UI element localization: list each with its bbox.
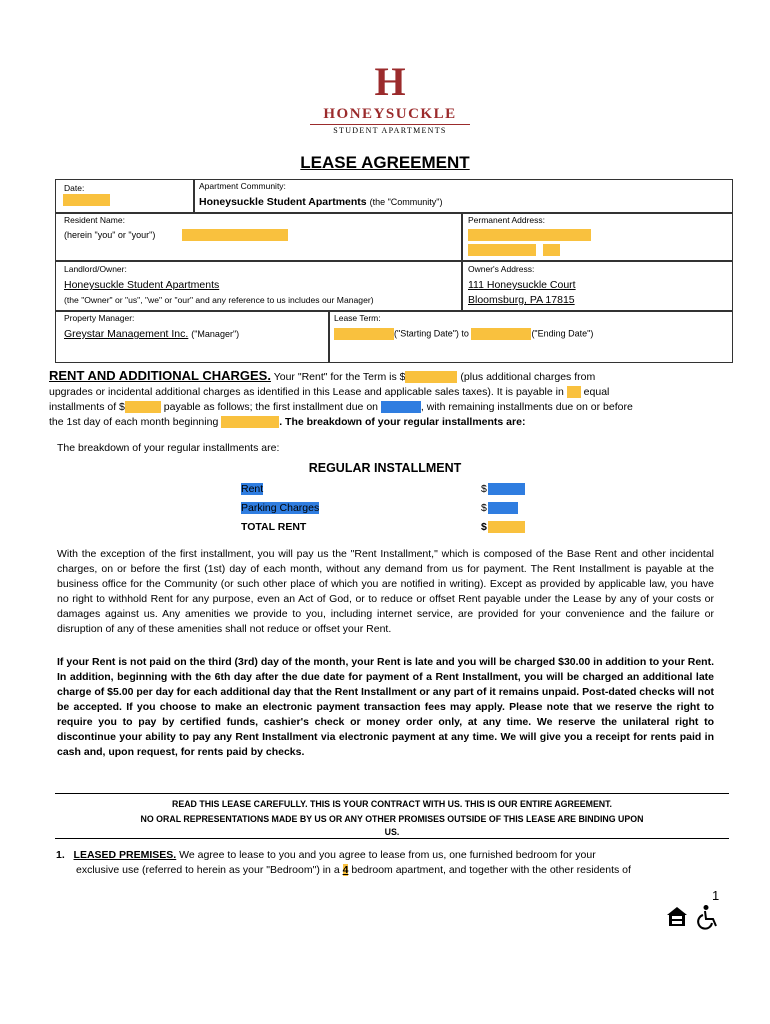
landlord-name: Honeysuckle Student Apartments — [64, 279, 220, 291]
installment-count-field[interactable] — [567, 386, 581, 398]
resident-desc: (herein "you" or "your") — [64, 230, 156, 240]
rent-amount-field[interactable] — [405, 371, 457, 383]
installment-title: REGULAR INSTALLMENT — [308, 461, 462, 475]
landlord-label: Landlord/Owner: — [64, 264, 127, 274]
community-value: Honeysuckle Student Apartments (the "Community") — [199, 196, 443, 208]
resident-name-field[interactable] — [182, 229, 288, 241]
installment-row-parking: Parking Charges $ — [241, 501, 531, 517]
lease-term-value: ("Starting Date") to ("Ending Date") — [334, 328, 593, 340]
equal-housing-icon — [666, 906, 688, 928]
logo-brand: HONEYSUCKLE — [323, 106, 457, 122]
total-label: TOTAL RENT — [241, 521, 307, 533]
rent-section: RENT AND ADDITIONAL CHARGES. Your "Rent" for the Term is $ (plus additional charges from upgrades or incidental additional charges as identified in this Lease and applicable sales taxes). It is payable in equal installments of $ payable as follows; the first installment due on , with remaining installments due on or before the 1st day of each month beginning . The breakdown of your regular installments are: — [49, 368, 633, 428]
page-title: LEASE AGREEMENT — [300, 153, 470, 172]
owner-address-label: Owner's Address: — [468, 264, 535, 274]
owner-address-line2: Bloomsburg, PA 17815 — [468, 294, 575, 306]
installment-amount-field[interactable] — [125, 401, 161, 413]
property-manager-value: Greystar Management Inc. ("Manager") — [64, 328, 240, 340]
bedroom-count[interactable]: 4 — [342, 864, 349, 876]
notice-top-rule — [55, 793, 729, 794]
date-field[interactable] — [63, 194, 110, 206]
installment-row-rent: Rent $ — [241, 482, 531, 498]
wheelchair-accessible-icon — [696, 904, 722, 930]
logo-letter: H — [374, 59, 406, 104]
permanent-address-line2b[interactable] — [543, 244, 560, 256]
section-leased-premises: 1. LEASED PREMISES. We agree to lease to you and you agree to lease from us, one furnished bedroom for your exclusive use (referred to herein as your "Bedroom") in a 4 bedroom apartment, and together with the other residents of — [56, 849, 631, 876]
parking-label: Parking Charges — [241, 502, 320, 514]
installment-row-total: TOTAL RENT $ — [241, 520, 531, 536]
landlord-desc: (the "Owner" or "us", "we" or "our" and any reference to us includes our Manager) — [64, 295, 374, 305]
property-manager-label: Property Manager: — [64, 313, 135, 323]
date-label: Date: — [64, 183, 85, 193]
owner-address-line1: 111 Honeysuckle Court — [468, 279, 576, 291]
starting-date-field[interactable] — [334, 328, 394, 340]
resident-label: Resident Name: — [64, 215, 125, 225]
ending-date-field[interactable] — [471, 328, 531, 340]
page-number: 1 — [712, 888, 720, 903]
leased-premises-heading: LEASED PREMISES. — [73, 849, 177, 861]
first-installment-date-field[interactable] — [381, 401, 421, 413]
parking-value-field[interactable] — [488, 502, 518, 514]
rent-heading: RENT AND ADDITIONAL CHARGES. — [49, 368, 271, 383]
lease-term-label: Lease Term: — [334, 313, 381, 323]
community-label: Apartment Community: — [199, 181, 286, 191]
exception-paragraph: With the exception of the first installment, you will pay us the "Rent Installment," which is composed of the Base Rent and other incidental charges, on or before the first (1st) day of each month, without any demand from us for payment. The Rent Installment is payable at the business office for the Community (or such other place of which you are notified in writing). Except as provided by applicable law, you have no right to withhold Rent for any purpose, even an Act of God, or to reduce or offset Rent payable under the Lease by any of your costs or damages against us. Any amenities we provide to you, including internet service, are provided for your convenience and the failure or disruption of any of these amenities shall not reduce or offset your Rent. — [57, 548, 714, 635]
logo-sub: STUDENT APARTMENTS — [333, 126, 447, 135]
total-value-field[interactable] — [488, 521, 525, 533]
late-payment-paragraph: If your Rent is not paid on the third (3rd) day of the month, your Rent is late and you will be charged $30.00 in addition to your Rent. In addition, beginning with the 6th day after the due date for payment of a Rent Installment, you will be charged an additional late charge of $5.00 per day for each additional day that the Rent Installment or any part of it remains unpaid. Post-dated checks will not be accepted. If you choose to make an electronic payment transaction fees may apply. Please note that we reserve the right to require you to pay by certified funds, cashier's check or money order only, at any time. We reserve the unilateral right to discontinue your ability to pay any Rent Installment via electronic payment at any time. We will give you a receipt for rents paid in cash and, upon request, for rents paid by checks. — [57, 656, 714, 758]
rent-label: Rent — [241, 483, 264, 495]
permanent-address-line2a[interactable] — [468, 244, 536, 256]
permanent-address-line1[interactable] — [468, 229, 591, 241]
notice-bottom-rule — [55, 838, 729, 839]
permanent-address-label: Permanent Address: — [468, 215, 546, 225]
breakdown-text: The breakdown of your regular installments are: — [57, 442, 280, 454]
beginning-date-field[interactable] — [221, 416, 279, 428]
notice-box: READ THIS LEASE CAREFULLY. THIS IS YOUR CONTRACT WITH US. THIS IS OUR ENTIRE AGREEMENT. NO ORAL REPRESENTATIONS MADE BY US OR ANY OTHER PROMISES OUTSIDE OF THIS LEASE ARE BINDING UPON US. — [140, 799, 644, 837]
logo — [300, 59, 480, 140]
rent-value-field[interactable] — [488, 483, 525, 495]
